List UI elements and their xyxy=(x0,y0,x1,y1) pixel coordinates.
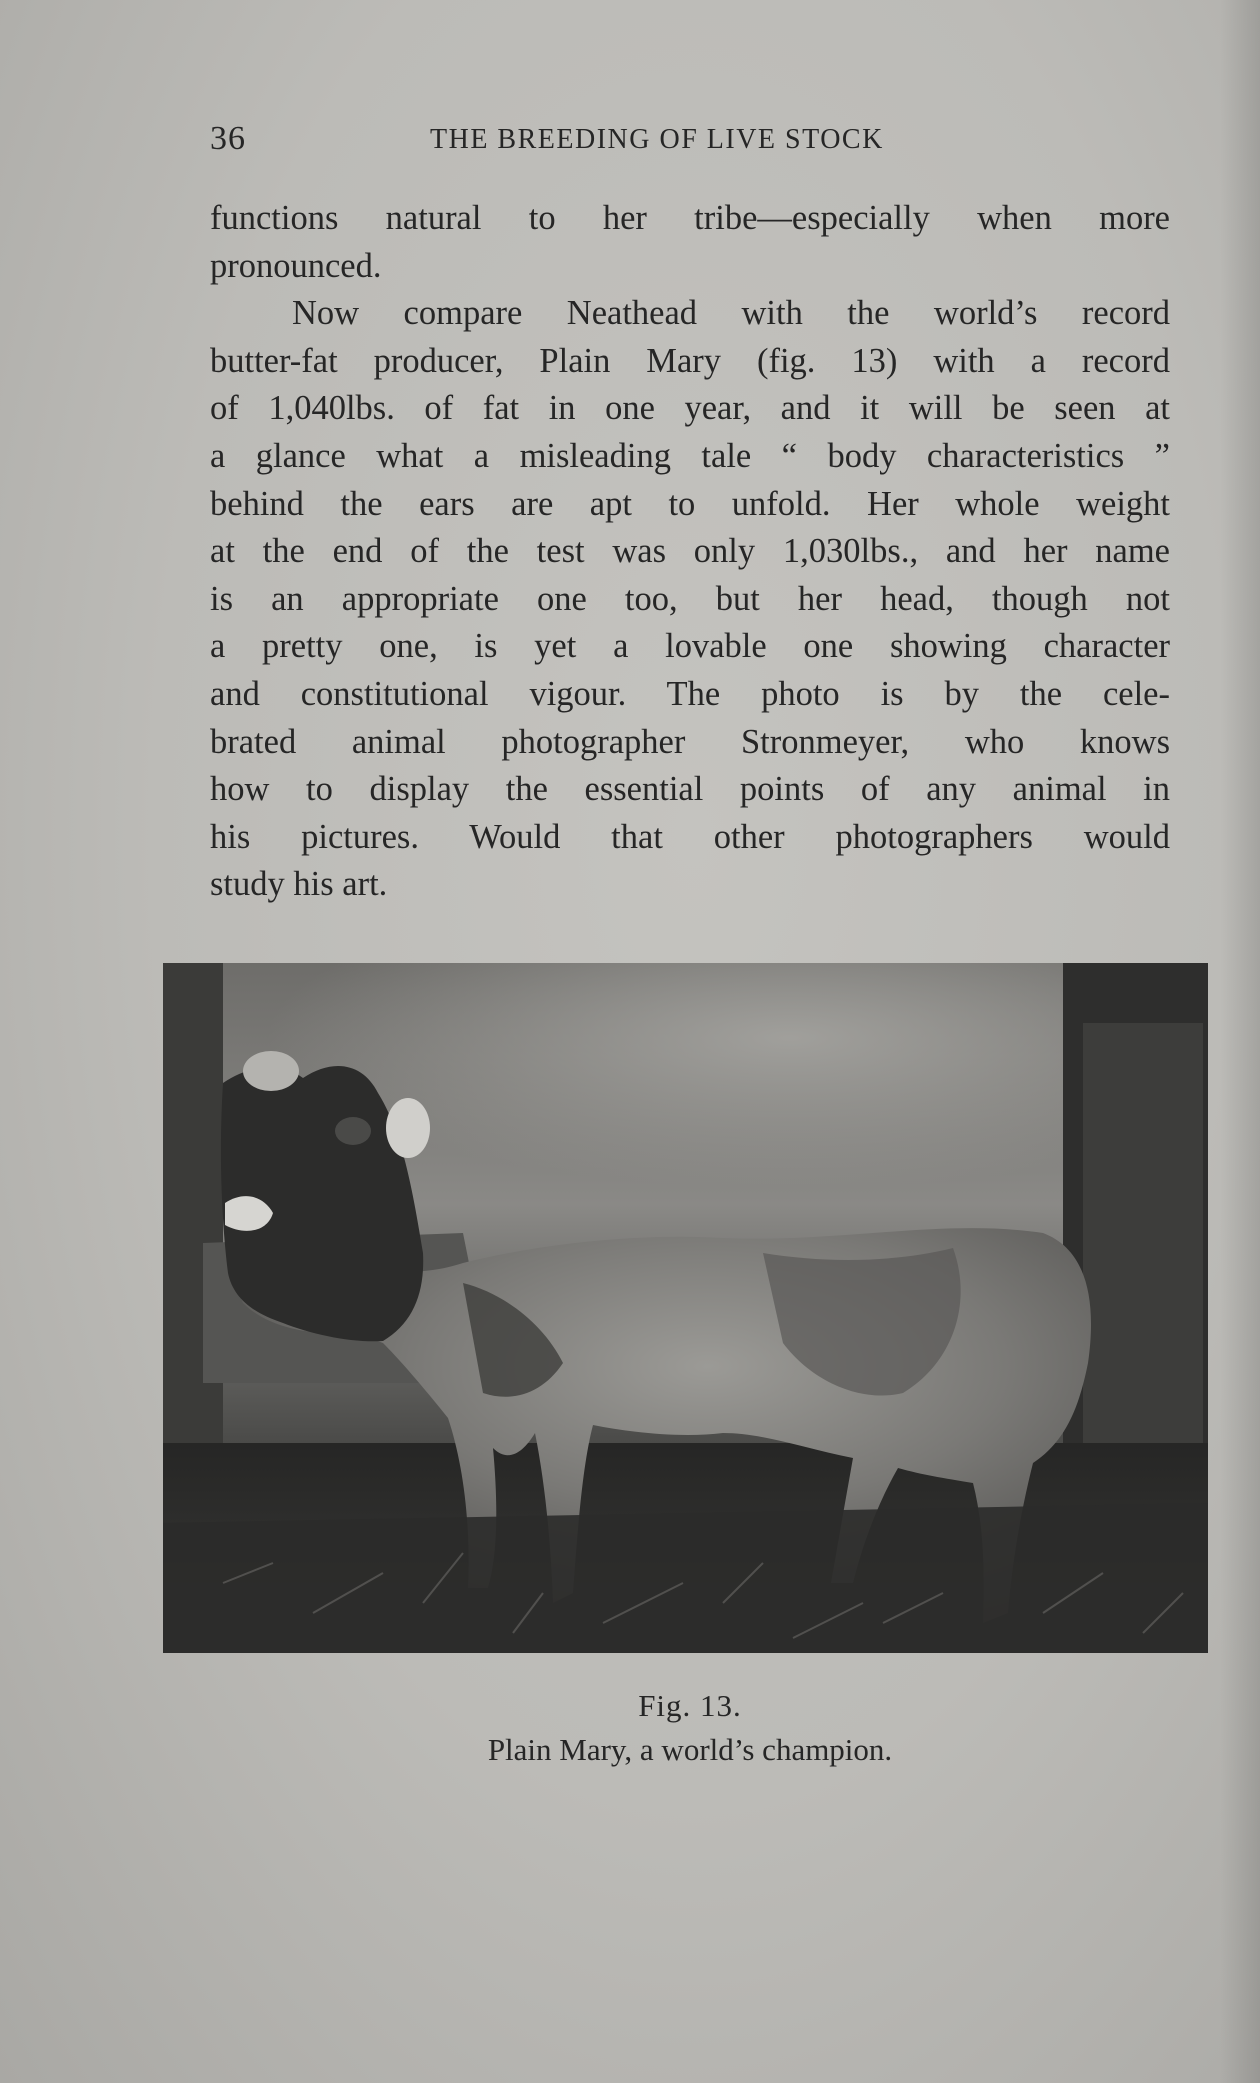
text-line: behind the ears are apt to unfold. Her whole weight xyxy=(210,484,1170,523)
running-head xyxy=(210,120,1170,164)
cow-photograph xyxy=(163,963,1208,1653)
text-line: at the end of the test was only 1,030lbs., and her name xyxy=(210,532,1170,571)
text-line: a glance what a misleading tale “ body characteristics ” xyxy=(210,436,1170,475)
page-number: 36 xyxy=(210,120,246,157)
text-line: and constitutional vigour. The photo is by the cele- xyxy=(210,674,1170,713)
text-line: study his art. xyxy=(210,865,388,904)
text-line: is an appropriate one too, but her head, though not xyxy=(210,579,1170,618)
cow-illustration xyxy=(163,963,1208,1653)
text-line: of 1,040lbs. of fat in one year, and it will be seen at xyxy=(210,389,1170,428)
text-line: functions natural to her tribe—especially when more xyxy=(210,199,1170,237)
text-line: how to display the essential points of any animal in xyxy=(210,770,1170,809)
body-paragraphs xyxy=(210,195,1170,909)
text-line: his pictures. Would that other photographers would xyxy=(210,817,1170,856)
text-line: butter-fat producer, Plain Mary (fig. 13) with a record xyxy=(210,341,1170,380)
figure-caption xyxy=(210,1684,1170,1772)
page-edge-shadow xyxy=(1220,0,1260,2083)
text-line: brated animal photographer Stronmeyer, who knows xyxy=(210,722,1170,761)
text-line: a pretty one, is yet a lovable one showing character xyxy=(210,627,1170,666)
figure-caption-text: Plain Mary, a world’s champion. xyxy=(487,1732,893,1767)
text-line: pronounced. xyxy=(210,246,382,285)
figure-label: Fig. 13. xyxy=(638,1688,742,1723)
text-line: Now compare Neathead with the world’s record xyxy=(292,294,1170,333)
running-title: THE BREEDING OF LIVE STOCK xyxy=(430,124,884,155)
